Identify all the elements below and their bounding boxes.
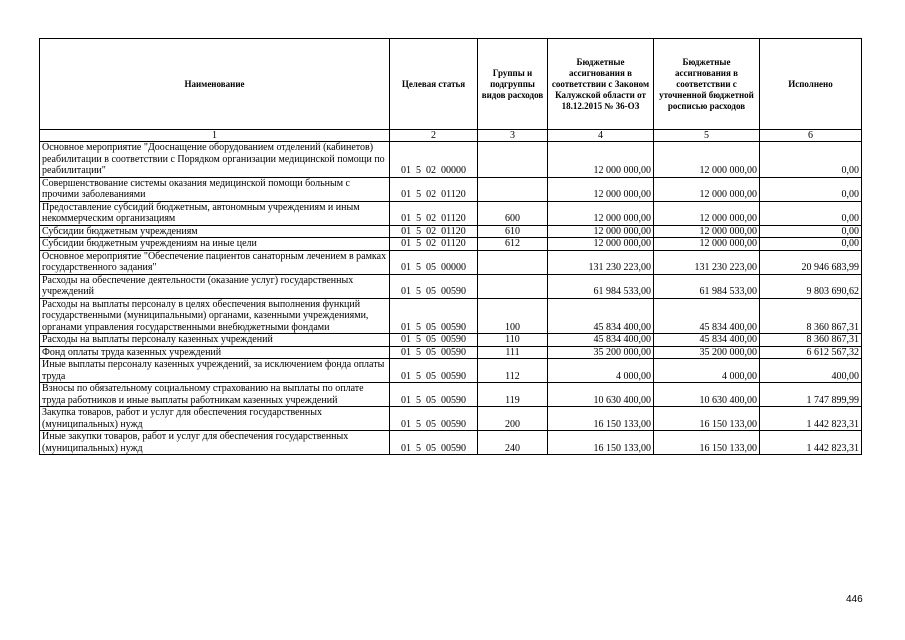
row-budget-law: 12 000 000,00 <box>548 225 654 238</box>
row-target-article: 01 5 02 01120 <box>390 177 478 201</box>
table-row <box>40 201 862 225</box>
header-executed: Исполнено <box>760 39 862 130</box>
row-executed: 1 747 899,99 <box>760 383 862 407</box>
row-name: Субсидии бюджетным учреждениям на иные цели <box>40 238 390 251</box>
row-budget-specified: 45 834 400,00 <box>654 334 760 347</box>
table-row <box>40 250 862 274</box>
row-budget-specified: 12 000 000,00 <box>654 142 760 178</box>
row-expense-group: 240 <box>478 431 548 455</box>
row-expense-group <box>478 177 548 201</box>
table-row <box>40 177 862 201</box>
page-number: 446 <box>846 594 863 605</box>
row-target-article: 01 5 02 00000 <box>390 142 478 178</box>
row-budget-specified: 10 630 400,00 <box>654 383 760 407</box>
row-target-article: 01 5 05 00590 <box>390 274 478 298</box>
row-name: Основное мероприятие "Дооснащение оборудованием отделений (кабинетов) реабилитации в соответствии с Порядком организации медицинской помощи по реабилитации" <box>40 142 390 178</box>
row-budget-law: 16 150 133,00 <box>548 431 654 455</box>
row-target-article: 01 5 05 00590 <box>390 346 478 359</box>
row-name: Предоставление субсидий бюджетным, автономным учреждениям и иным некоммерческим организациям <box>40 201 390 225</box>
row-expense-group: 612 <box>478 238 548 251</box>
row-budget-law: 4 000,00 <box>548 359 654 383</box>
row-target-article: 01 5 05 00000 <box>390 250 478 274</box>
row-target-article: 01 5 02 01120 <box>390 238 478 251</box>
row-target-article: 01 5 05 00590 <box>390 334 478 347</box>
column-number: 5 <box>654 130 760 142</box>
row-budget-specified: 16 150 133,00 <box>654 431 760 455</box>
row-executed: 0,00 <box>760 225 862 238</box>
row-budget-law: 10 630 400,00 <box>548 383 654 407</box>
row-executed: 0,00 <box>760 142 862 178</box>
row-expense-group: 100 <box>478 298 548 334</box>
table-row <box>40 346 862 359</box>
row-executed: 0,00 <box>760 238 862 251</box>
column-number-row <box>40 130 862 142</box>
row-name: Расходы на обеспечение деятельности (оказание услуг) государственных учреждений <box>40 274 390 298</box>
row-target-article: 01 5 05 00590 <box>390 298 478 334</box>
row-name: Совершенствование системы оказания медицинской помощи больным с прочими заболеваниями <box>40 177 390 201</box>
row-budget-specified: 35 200 000,00 <box>654 346 760 359</box>
table-row <box>40 407 862 431</box>
header-budget-law: Бюджетные ассигнования в соответствии с Законом Калужской области от 18.12.2015 № 36-ОЗ <box>548 39 654 130</box>
row-executed: 8 360 867,31 <box>760 334 862 347</box>
row-target-article: 01 5 05 00590 <box>390 383 478 407</box>
row-target-article: 01 5 05 00590 <box>390 431 478 455</box>
row-expense-group: 111 <box>478 346 548 359</box>
row-name: Закупка товаров, работ и услуг для обеспечения государственных (муниципальных) нужд <box>40 407 390 431</box>
row-executed: 20 946 683,99 <box>760 250 862 274</box>
row-budget-law: 45 834 400,00 <box>548 334 654 347</box>
table-row <box>40 274 862 298</box>
row-name: Фонд оплаты труда казенных учреждений <box>40 346 390 359</box>
row-expense-group: 600 <box>478 201 548 225</box>
header-target-article: Целевая статья <box>390 39 478 130</box>
column-number: 1 <box>40 130 390 142</box>
row-executed: 400,00 <box>760 359 862 383</box>
row-expense-group: 112 <box>478 359 548 383</box>
row-executed: 9 803 690,62 <box>760 274 862 298</box>
row-budget-specified: 45 834 400,00 <box>654 298 760 334</box>
row-budget-law: 12 000 000,00 <box>548 177 654 201</box>
table-row <box>40 142 862 178</box>
row-executed: 0,00 <box>760 201 862 225</box>
row-budget-law: 45 834 400,00 <box>548 298 654 334</box>
row-budget-specified: 12 000 000,00 <box>654 238 760 251</box>
table-row <box>40 431 862 455</box>
row-executed: 0,00 <box>760 177 862 201</box>
table-header-row <box>40 39 862 130</box>
row-executed: 1 442 823,31 <box>760 407 862 431</box>
row-budget-specified: 61 984 533,00 <box>654 274 760 298</box>
header-expense-groups: Группы и подгруппы видов расходов <box>478 39 548 130</box>
row-budget-law: 12 000 000,00 <box>548 201 654 225</box>
row-name: Расходы на выплаты персоналу казенных учреждений <box>40 334 390 347</box>
row-name: Взносы по обязательному социальному страхованию на выплаты по оплате труда работников и иные выплаты работникам казенных учреждений <box>40 383 390 407</box>
row-target-article: 01 5 05 00590 <box>390 359 478 383</box>
row-expense-group: 610 <box>478 225 548 238</box>
table-row <box>40 298 862 334</box>
row-budget-law: 16 150 133,00 <box>548 407 654 431</box>
column-number: 4 <box>548 130 654 142</box>
row-executed: 6 612 567,32 <box>760 346 862 359</box>
row-budget-specified: 131 230 223,00 <box>654 250 760 274</box>
row-expense-group <box>478 142 548 178</box>
row-name: Иные закупки товаров, работ и услуг для обеспечения государственных (муниципальных) нужд <box>40 431 390 455</box>
row-expense-group <box>478 250 548 274</box>
header-budget-specified: Бюджетные ассигнования в соответствии с уточненной бюджетной росписью расходов <box>654 39 760 130</box>
column-number: 3 <box>478 130 548 142</box>
row-budget-law: 131 230 223,00 <box>548 250 654 274</box>
row-name: Иные выплаты персоналу казенных учреждений, за исключением фонда оплаты труда <box>40 359 390 383</box>
row-executed: 8 360 867,31 <box>760 298 862 334</box>
row-name: Субсидии бюджетным учреждениям <box>40 225 390 238</box>
row-budget-specified: 12 000 000,00 <box>654 225 760 238</box>
column-number: 6 <box>760 130 862 142</box>
row-target-article: 01 5 02 01120 <box>390 201 478 225</box>
row-name: Расходы на выплаты персоналу в целях обеспечения выполнения функций государственными (муниципальными) органами, казенными учреждениями, органами управления государственными внебюджетными фондами <box>40 298 390 334</box>
row-budget-law: 61 984 533,00 <box>548 274 654 298</box>
row-target-article: 01 5 05 00590 <box>390 407 478 431</box>
table-row <box>40 383 862 407</box>
row-executed: 1 442 823,31 <box>760 431 862 455</box>
row-budget-law: 12 000 000,00 <box>548 142 654 178</box>
table-row <box>40 334 862 347</box>
row-budget-specified: 12 000 000,00 <box>654 177 760 201</box>
row-budget-specified: 16 150 133,00 <box>654 407 760 431</box>
row-expense-group: 119 <box>478 383 548 407</box>
table-row <box>40 238 862 251</box>
row-name: Основное мероприятие "Обеспечение пациентов санаторным лечением в рамках государственного задания" <box>40 250 390 274</box>
column-number: 2 <box>390 130 478 142</box>
row-expense-group <box>478 274 548 298</box>
table-row <box>40 225 862 238</box>
row-budget-specified: 12 000 000,00 <box>654 201 760 225</box>
row-expense-group: 200 <box>478 407 548 431</box>
header-name: Наименование <box>40 39 390 130</box>
row-expense-group: 110 <box>478 334 548 347</box>
row-budget-specified: 4 000,00 <box>654 359 760 383</box>
row-target-article: 01 5 02 01120 <box>390 225 478 238</box>
row-budget-law: 35 200 000,00 <box>548 346 654 359</box>
budget-table <box>39 38 862 455</box>
table-row <box>40 359 862 383</box>
row-budget-law: 12 000 000,00 <box>548 238 654 251</box>
